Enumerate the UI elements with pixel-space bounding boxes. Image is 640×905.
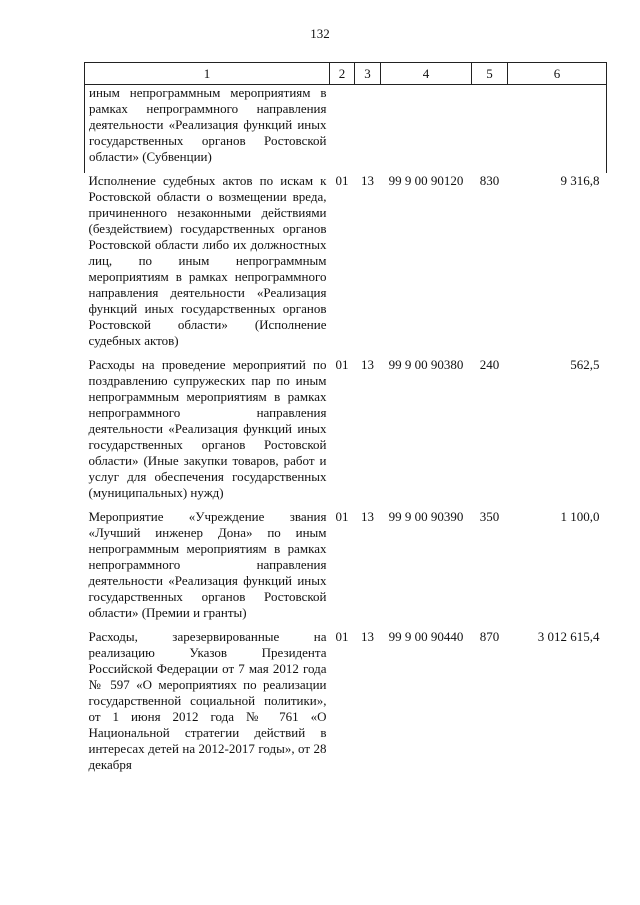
row-section: 01 — [335, 509, 349, 524]
row-amount: 9 316,8 — [560, 173, 600, 188]
row-target-code: 99 9 00 90380 — [388, 357, 464, 372]
row-description: Мероприятие «Учреждение звания «Лучший инженер Дона» по иным непрограммным мероприятиям в рамках непрограммного направления деятельности «Реализация функций иных государственных органов Ростовской области» (Премии и гранты) — [88, 509, 327, 620]
row-subsection: 13 — [361, 173, 374, 188]
row-expense-type: 830 — [479, 173, 500, 188]
row-subsection — [355, 85, 381, 174]
row-expense-type: 240 — [479, 357, 500, 372]
row-section — [330, 85, 355, 174]
row-description: Расходы на проведение мероприятий по поздравлению супружеских пар по иным непрограммным мероприятиям в рамках непрограммного направления деятельности «Реализация функций иных государственных органов Ростовской области» (Иные закупки товаров, работ и услуг для обеспечения государственных (муниципальных) нужд) — [88, 357, 327, 500]
table-row — [85, 629, 607, 781]
row-section: 01 — [335, 357, 349, 372]
row-expense-type: 350 — [479, 509, 500, 524]
page-number: 132 — [310, 26, 330, 41]
row-amount: 3 012 615,4 — [537, 629, 600, 644]
row-target-code — [381, 85, 472, 174]
row-expense-type — [472, 85, 508, 174]
table-header-row — [85, 63, 607, 85]
row-amount: 1 100,0 — [560, 509, 600, 524]
row-description: иным непрограммным мероприятиям в рамках непрограммного направления деятельности «Реализация функций иных государственных органов Ростовской области» (Субвенции) — [85, 85, 330, 174]
row-amount — [508, 85, 607, 174]
row-subsection: 13 — [361, 629, 374, 644]
table-row — [85, 85, 607, 174]
table-row — [85, 173, 607, 357]
row-target-code: 99 9 00 90440 — [388, 629, 464, 644]
row-expense-type: 870 — [479, 629, 500, 644]
table-row — [85, 509, 607, 629]
header-col-6: 6 — [508, 63, 607, 85]
row-section: 01 — [335, 629, 349, 644]
header-col-2: 2 — [330, 63, 355, 85]
row-subsection: 13 — [361, 357, 374, 372]
header-col-3: 3 — [355, 63, 381, 85]
header-col-4: 4 — [381, 63, 472, 85]
row-section: 01 — [335, 173, 349, 188]
budget-table — [84, 62, 607, 781]
table-row — [85, 357, 607, 509]
header-col-5: 5 — [472, 63, 508, 85]
row-subsection: 13 — [361, 509, 374, 524]
row-description: Расходы, зарезервированные на реализацию Указов Президента Российской Федерации от 7 мая 2012 года № 597 «О мероприятиях по реализации государственной социальной политики», от 1 июня 2012 года № 761 «О Национальной стратегии действий в интересах детей на 2012-2017 годы», от 28 декабря — [88, 629, 327, 772]
row-amount: 562,5 — [570, 357, 600, 372]
header-col-1: 1 — [85, 63, 330, 85]
row-description: Исполнение судебных актов по искам к Ростовской области о возмещении вреда, причиненного незаконными действиями (бездействием) государственных органов Ростовской области либо их должностных лиц, по иным непрограммным мероприятиям в рамках непрограммного направления деятельности «Реализация функций иных государственных органов Ростовской области» (Исполнение судебных актов) — [88, 173, 327, 348]
row-target-code: 99 9 00 90120 — [388, 173, 464, 188]
row-target-code: 99 9 00 90390 — [388, 509, 464, 524]
